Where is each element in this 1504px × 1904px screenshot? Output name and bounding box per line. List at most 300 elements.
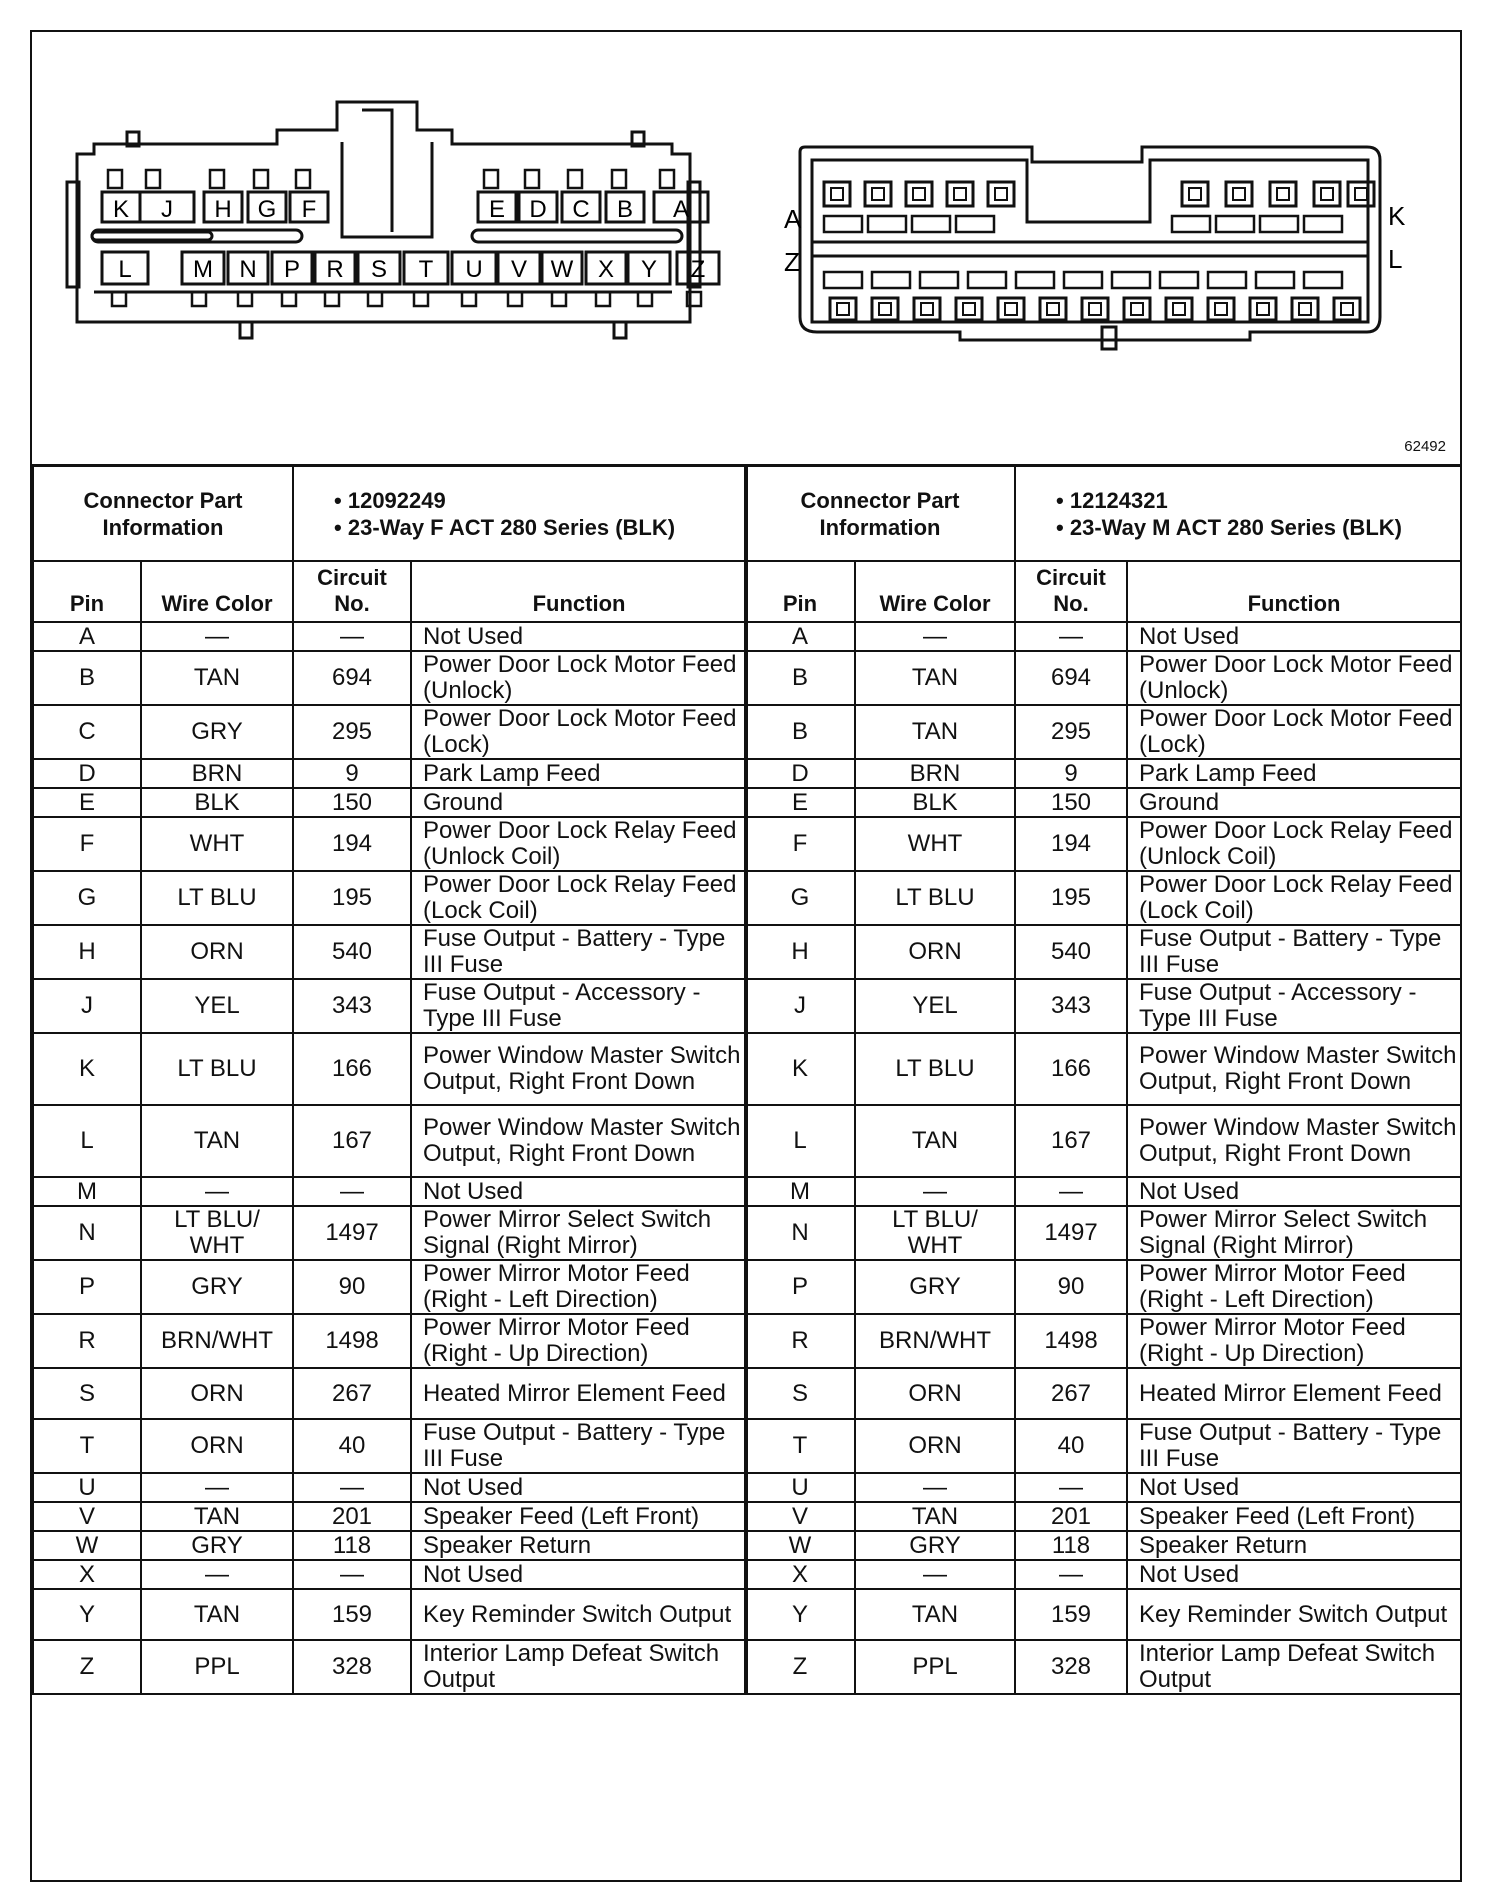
pin-cell: T — [33, 1419, 141, 1473]
table-row — [745, 1640, 1461, 1694]
pin-cell: U — [745, 1473, 855, 1502]
circuit-cell: 540 — [293, 925, 411, 979]
table-row — [745, 817, 1461, 871]
wire-color-cell: ORN — [141, 1368, 293, 1419]
right-pin-slot — [1160, 272, 1198, 288]
pin-cell: B — [745, 651, 855, 705]
function-cell: Power Window Master Switch Output, Right Front Down — [411, 1105, 747, 1177]
right-pin-slot — [912, 216, 950, 232]
pin-cell: B — [33, 651, 141, 705]
left-pin-label: G — [257, 196, 277, 223]
left-pin-label: K — [112, 196, 130, 223]
circuit-cell: 150 — [1015, 788, 1127, 817]
table-row — [33, 1260, 747, 1314]
table-row — [33, 1368, 747, 1419]
circuit-cell: 166 — [293, 1033, 411, 1105]
wire-color-cell: — — [141, 1473, 293, 1502]
left-pin-cavity — [204, 170, 242, 223]
function-cell: Power Door Lock Relay Feed (Lock Coil) — [1127, 871, 1461, 925]
table-row — [745, 1177, 1461, 1206]
left-pin-label: U — [465, 256, 483, 283]
circuit-cell: 328 — [1015, 1640, 1127, 1694]
right-connector-middle-cavities — [824, 216, 1342, 288]
wire-color-cell: BRN — [141, 759, 293, 788]
function-cell: Power Door Lock Relay Feed (Unlock Coil) — [1127, 817, 1461, 871]
right-pin-slot — [1172, 216, 1210, 232]
wire-color-cell: — — [855, 1177, 1015, 1206]
table-row — [33, 651, 747, 705]
pin-cell: Y — [33, 1589, 141, 1640]
left-pin-label: Z — [690, 256, 706, 283]
pin-cell: W — [33, 1531, 141, 1560]
pin-cell: S — [745, 1368, 855, 1419]
wire-color-cell: ORN — [855, 925, 1015, 979]
table-row — [33, 871, 747, 925]
connector-description: • 23-Way F ACT 280 Series (BLK) — [334, 514, 746, 541]
circuit-cell: 694 — [1015, 651, 1127, 705]
table-row — [745, 979, 1461, 1033]
pin-cell: X — [745, 1560, 855, 1589]
table-row — [33, 705, 747, 759]
right-pin-cavity — [1082, 298, 1108, 320]
circuit-cell: 40 — [1015, 1419, 1127, 1473]
right-connector-bottom-pins — [830, 298, 1360, 320]
pin-cell: K — [745, 1033, 855, 1105]
part-info-values — [1015, 466, 1461, 561]
wire-color-cell: — — [141, 1177, 293, 1206]
circuit-header: Circuit No. — [1015, 561, 1127, 622]
circuit-cell: 9 — [1015, 759, 1127, 788]
left-pin-cavity — [478, 170, 516, 223]
right-pin-cavity — [906, 182, 932, 206]
function-cell: Power Door Lock Motor Feed (Lock) — [411, 705, 747, 759]
circuit-cell: — — [293, 622, 411, 651]
table-row — [33, 1560, 747, 1589]
circuit-cell: 159 — [1015, 1589, 1127, 1640]
circuit-cell: 1497 — [293, 1206, 411, 1260]
right-pin-cavity — [1124, 298, 1150, 320]
pin-cell: P — [745, 1260, 855, 1314]
wire-color-cell: TAN — [855, 705, 1015, 759]
table-row — [745, 1033, 1461, 1105]
right-pin-slot — [920, 272, 958, 288]
function-cell: Not Used — [411, 1560, 747, 1589]
left-pin-label: P — [283, 256, 301, 283]
right-pin-slot — [1304, 216, 1342, 232]
pin-cell: C — [33, 705, 141, 759]
table-row — [745, 871, 1461, 925]
pin-cell: P — [33, 1260, 141, 1314]
circuit-cell: 150 — [293, 788, 411, 817]
wire-color-cell: — — [855, 1560, 1015, 1589]
left-pin-cavity — [182, 252, 224, 306]
circuit-cell: 343 — [293, 979, 411, 1033]
pin-cell: V — [33, 1502, 141, 1531]
right-pin-slot — [1016, 272, 1054, 288]
left-pin-cavity — [290, 170, 328, 223]
table-row — [745, 1260, 1461, 1314]
circuit-cell: 295 — [1015, 705, 1127, 759]
circuit-cell: 295 — [293, 705, 411, 759]
pin-cell: G — [33, 871, 141, 925]
right-pin-cavity — [914, 298, 940, 320]
pin-cell: X — [33, 1560, 141, 1589]
left-pin-label: L — [118, 256, 132, 283]
circuit-cell: 167 — [1015, 1105, 1127, 1177]
left-pin-label: Y — [640, 256, 658, 283]
circuit-cell: 159 — [293, 1589, 411, 1640]
function-cell: Not Used — [411, 1177, 747, 1206]
function-cell: Power Window Master Switch Output, Right Front Down — [1127, 1033, 1461, 1105]
part-info-label: Connector Part Information — [33, 466, 293, 561]
function-header: Function — [411, 561, 747, 622]
function-cell: Interior Lamp Defeat Switch Output — [411, 1640, 747, 1694]
left-pin-label: B — [616, 196, 634, 223]
table-row — [33, 925, 747, 979]
connector-sheet — [30, 30, 1462, 1882]
circuit-cell: — — [293, 1177, 411, 1206]
part-info-label: Connector Part Information — [745, 466, 1015, 561]
wire-color-cell: TAN — [141, 1589, 293, 1640]
right-pin-slot — [968, 272, 1006, 288]
function-cell: Not Used — [411, 1473, 747, 1502]
part-number: • 12092249 — [334, 487, 746, 514]
left-pin-cavity — [628, 252, 670, 306]
right-pin-cavity — [830, 298, 856, 320]
wire-color-cell: BLK — [141, 788, 293, 817]
left-pin-cavity — [228, 252, 268, 306]
pin-cell: Y — [745, 1589, 855, 1640]
wire-color-cell: — — [855, 622, 1015, 651]
table-row — [33, 622, 747, 651]
circuit-cell: 194 — [293, 817, 411, 871]
table-row — [33, 1177, 747, 1206]
pin-cell: U — [33, 1473, 141, 1502]
table-row — [745, 1531, 1461, 1560]
left-pin-cavity — [140, 170, 194, 223]
circuit-header: Circuit No. — [293, 561, 411, 622]
wire-color-cell: TAN — [855, 1105, 1015, 1177]
left-pin-cavity — [102, 252, 148, 306]
wire-color-cell: GRY — [855, 1531, 1015, 1560]
table-row — [745, 925, 1461, 979]
right-pin-cavity — [1250, 298, 1276, 320]
function-cell: Not Used — [411, 622, 747, 651]
pin-cell: B — [745, 705, 855, 759]
left-pin-label: E — [488, 196, 506, 223]
wire-color-cell: TAN — [141, 651, 293, 705]
function-cell: Ground — [1127, 788, 1461, 817]
table-row — [745, 1206, 1461, 1260]
left-connector-top-pins — [102, 170, 708, 223]
wire-color-cell: WHT — [855, 817, 1015, 871]
table-row — [745, 705, 1461, 759]
wire-color-cell: BLK — [855, 788, 1015, 817]
pin-cell: M — [745, 1177, 855, 1206]
table-row — [33, 788, 747, 817]
circuit-cell: 540 — [1015, 925, 1127, 979]
circuit-cell: 694 — [293, 651, 411, 705]
left-pin-label: T — [418, 256, 434, 283]
function-cell: Power Door Lock Relay Feed (Lock Coil) — [411, 871, 747, 925]
pin-cell: J — [33, 979, 141, 1033]
left-pin-cavity — [404, 252, 448, 306]
function-cell: Power Window Master Switch Output, Right Front Down — [411, 1033, 747, 1105]
function-cell: Power Mirror Select Switch Signal (Right Mirror) — [411, 1206, 747, 1260]
wire-color-cell: — — [141, 1560, 293, 1589]
table-row — [745, 788, 1461, 817]
wire-color-cell: — — [141, 622, 293, 651]
function-cell: Fuse Output - Battery - Type III Fuse — [1127, 925, 1461, 979]
circuit-cell: — — [1015, 1473, 1127, 1502]
pin-cell: J — [745, 979, 855, 1033]
function-cell: Park Lamp Feed — [411, 759, 747, 788]
circuit-cell: 90 — [293, 1260, 411, 1314]
left-pin-label: X — [597, 256, 615, 283]
left-pin-cavity — [519, 170, 557, 223]
function-cell: Power Window Master Switch Output, Right Front Down — [1127, 1105, 1461, 1177]
wire-color-cell: TAN — [141, 1105, 293, 1177]
circuit-cell: — — [1015, 1560, 1127, 1589]
function-cell: Power Mirror Motor Feed (Right - Left Direction) — [1127, 1260, 1461, 1314]
circuit-cell: 195 — [1015, 871, 1127, 925]
right-pin-cavity — [998, 298, 1024, 320]
table-row — [33, 1206, 747, 1260]
right-pin-slot — [1216, 216, 1254, 232]
right-pin-cavity — [1334, 298, 1360, 320]
left-pin-cavity — [562, 170, 600, 223]
left-pin-cavity — [102, 170, 140, 223]
wire-color-cell: ORN — [141, 1419, 293, 1473]
left-pin-label: R — [326, 256, 344, 283]
pin-cell: D — [33, 759, 141, 788]
function-cell: Fuse Output - Accessory - Type III Fuse — [1127, 979, 1461, 1033]
table-row — [745, 1560, 1461, 1589]
left-pin-label: C — [572, 196, 590, 223]
right-pin-cavity — [872, 298, 898, 320]
right-pin-cavity — [1314, 182, 1340, 206]
function-cell: Power Mirror Motor Feed (Right - Up Direction) — [1127, 1314, 1461, 1368]
connector-figure — [32, 32, 1460, 467]
left-pin-label: N — [239, 256, 257, 283]
left-pin-cavity — [248, 170, 286, 223]
pin-cell: E — [33, 788, 141, 817]
wire-color-cell: TAN — [855, 1589, 1015, 1640]
right-pin-cavity — [1208, 298, 1234, 320]
pin-cell: H — [745, 925, 855, 979]
pin-cell: R — [745, 1314, 855, 1368]
right-pin-slot — [872, 272, 910, 288]
circuit-cell: 201 — [293, 1502, 411, 1531]
wire-color-cell: BRN/WHT — [855, 1314, 1015, 1368]
pin-cell: T — [745, 1419, 855, 1473]
table-row — [745, 1314, 1461, 1368]
circuit-cell: 9 — [293, 759, 411, 788]
right-pin-slot — [1064, 272, 1102, 288]
wire-color-cell: WHT — [141, 817, 293, 871]
function-cell: Power Door Lock Motor Feed (Unlock) — [411, 651, 747, 705]
pin-cell: V — [745, 1502, 855, 1531]
function-header: Function — [1127, 561, 1461, 622]
table-row — [33, 1033, 747, 1105]
function-cell: Ground — [411, 788, 747, 817]
function-cell: Fuse Output - Accessory - Type III Fuse — [411, 979, 747, 1033]
header-row — [33, 561, 747, 622]
pinout-tables — [32, 465, 1460, 1880]
function-cell: Speaker Return — [1127, 1531, 1461, 1560]
table-row — [33, 817, 747, 871]
wire-color-cell: — — [855, 1473, 1015, 1502]
right-pin-slot — [1304, 272, 1342, 288]
part-info-row — [745, 466, 1461, 561]
right-pin-cavity — [988, 182, 1014, 206]
circuit-cell: 1497 — [1015, 1206, 1127, 1260]
left-pin-label: W — [550, 256, 574, 283]
left-pin-cavity — [358, 252, 400, 306]
pin-cell: N — [745, 1206, 855, 1260]
function-cell: Speaker Feed (Left Front) — [411, 1502, 747, 1531]
right-pin-slot — [868, 216, 906, 232]
wire-color-cell: BRN/WHT — [141, 1314, 293, 1368]
function-cell: Power Door Lock Relay Feed (Unlock Coil) — [411, 817, 747, 871]
wire-color-cell: ORN — [855, 1419, 1015, 1473]
function-cell: Power Mirror Motor Feed (Right - Left Direction) — [411, 1260, 747, 1314]
left-pin-cavity — [498, 252, 540, 306]
function-cell: Key Reminder Switch Output — [1127, 1589, 1461, 1640]
table-row — [745, 1473, 1461, 1502]
left-pin-cavity — [452, 252, 496, 306]
wire-color-cell: LT BLU/ WHT — [855, 1206, 1015, 1260]
right-pin-cavity — [1166, 298, 1192, 320]
left-pin-label: S — [370, 256, 388, 283]
table-row — [745, 651, 1461, 705]
right-pin-slot — [1260, 216, 1298, 232]
right-pin-slot — [824, 216, 862, 232]
circuit-cell: 343 — [1015, 979, 1127, 1033]
right-pin-slot — [824, 272, 862, 288]
wire-color-header: Wire Color — [141, 561, 293, 622]
table-row — [33, 1473, 747, 1502]
wire-color-cell: GRY — [141, 1260, 293, 1314]
table-row — [33, 1105, 747, 1177]
wire-color-cell: BRN — [855, 759, 1015, 788]
left-pin-label: H — [214, 196, 232, 223]
right-pin-slot — [1208, 272, 1246, 288]
function-cell: Power Door Lock Motor Feed (Lock) — [1127, 705, 1461, 759]
wire-color-cell: TAN — [855, 1502, 1015, 1531]
right-connector-label-z: Z — [784, 247, 800, 277]
wire-color-cell: ORN — [855, 1368, 1015, 1419]
wire-color-cell: PPL — [855, 1640, 1015, 1694]
pinout-table-left — [32, 465, 748, 1695]
table-row — [745, 1105, 1461, 1177]
function-cell: Heated Mirror Element Feed — [411, 1368, 747, 1419]
pin-cell: L — [745, 1105, 855, 1177]
wire-color-cell: GRY — [141, 705, 293, 759]
left-pin-label: V — [510, 256, 528, 283]
function-cell: Power Door Lock Motor Feed (Unlock) — [1127, 651, 1461, 705]
table-row — [33, 1640, 747, 1694]
pin-cell: F — [33, 817, 141, 871]
function-cell: Park Lamp Feed — [1127, 759, 1461, 788]
pin-cell: Z — [745, 1640, 855, 1694]
pinout-table-right — [744, 465, 1462, 1695]
left-connector-bottom-pins — [102, 252, 719, 306]
right-pin-cavity — [1040, 298, 1066, 320]
function-cell: Key Reminder Switch Output — [411, 1589, 747, 1640]
circuit-cell: 195 — [293, 871, 411, 925]
pin-cell: A — [33, 622, 141, 651]
left-pin-label: F — [301, 196, 317, 223]
wire-color-cell: TAN — [855, 651, 1015, 705]
pin-cell: E — [745, 788, 855, 817]
left-pin-cavity — [677, 252, 719, 306]
circuit-cell: 1498 — [1015, 1314, 1127, 1368]
right-pin-cavity — [1182, 182, 1208, 206]
wire-color-cell: LT BLU — [141, 1033, 293, 1105]
function-cell: Not Used — [1127, 622, 1461, 651]
function-cell: Fuse Output - Battery - Type III Fuse — [411, 925, 747, 979]
right-pin-slot — [1112, 272, 1150, 288]
function-cell: Not Used — [1127, 1177, 1461, 1206]
circuit-cell: 118 — [1015, 1531, 1127, 1560]
wire-color-cell: LT BLU — [855, 871, 1015, 925]
pin-cell: M — [33, 1177, 141, 1206]
table-row — [745, 1368, 1461, 1419]
left-pin-label: J — [161, 196, 173, 223]
function-cell: Power Mirror Motor Feed (Right - Up Direction) — [411, 1314, 747, 1368]
circuit-cell: — — [1015, 1177, 1127, 1206]
function-cell: Speaker Feed (Left Front) — [1127, 1502, 1461, 1531]
left-pin-label: M — [193, 256, 213, 283]
left-pin-cavity — [542, 252, 582, 306]
table-row — [745, 1502, 1461, 1531]
part-number: • 12124321 — [1056, 487, 1460, 514]
pin-header: Pin — [33, 561, 141, 622]
pin-cell: H — [33, 925, 141, 979]
pin-cell: N — [33, 1206, 141, 1260]
connector-drawings — [32, 32, 1460, 464]
pin-cell: A — [745, 622, 855, 651]
circuit-cell: 201 — [1015, 1502, 1127, 1531]
pin-header: Pin — [745, 561, 855, 622]
pin-cell: K — [33, 1033, 141, 1105]
table-row — [745, 622, 1461, 651]
left-pin-cavity — [586, 252, 626, 306]
right-pin-slot — [1256, 272, 1294, 288]
left-pin-cavity — [315, 252, 355, 306]
right-connector-label-k: K — [1388, 201, 1406, 231]
circuit-cell: 167 — [293, 1105, 411, 1177]
table-row — [33, 979, 747, 1033]
function-cell: Power Mirror Select Switch Signal (Right Mirror) — [1127, 1206, 1461, 1260]
part-info-row — [33, 466, 747, 561]
pin-cell: G — [745, 871, 855, 925]
right-pin-cavity — [824, 182, 850, 206]
circuit-cell: 328 — [293, 1640, 411, 1694]
left-pin-label: A — [672, 196, 690, 223]
function-cell: Not Used — [1127, 1560, 1461, 1589]
pin-cell: L — [33, 1105, 141, 1177]
pin-cell: Z — [33, 1640, 141, 1694]
wire-color-cell: GRY — [141, 1531, 293, 1560]
table-row — [745, 759, 1461, 788]
table-row — [33, 1419, 747, 1473]
circuit-cell: — — [293, 1473, 411, 1502]
left-pin-label: D — [529, 196, 547, 223]
wire-color-cell: YEL — [855, 979, 1015, 1033]
right-connector-top-pins — [824, 182, 1374, 206]
